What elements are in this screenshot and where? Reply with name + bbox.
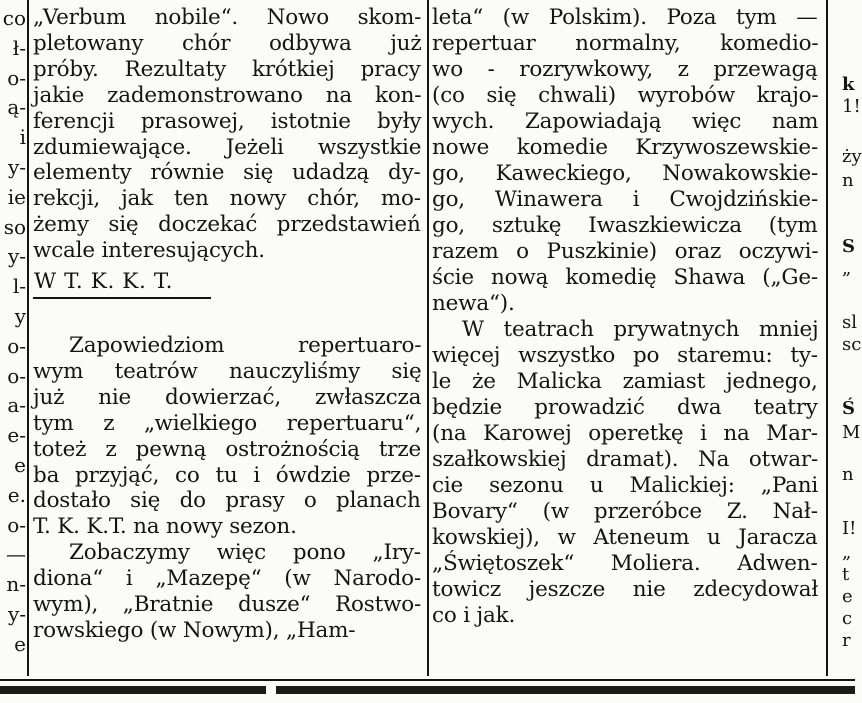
text-line: pletowany chór odbywa już [33,30,422,56]
cropped-text-fragment: „ [842,542,852,563]
text-line: wym teatrów nauczyliśmy się [33,358,422,384]
cropped-text-fragment: o- [7,333,26,358]
cropped-text-fragment: co [2,6,26,30]
cropped-text-fragment: n- [6,572,26,597]
text-line: „Verbum nobile“. Nowo skom- [33,5,422,30]
text-line: „Świętoszek“ Moliera. Adwen- [432,551,818,576]
column-rule-middle [427,0,429,676]
text-line: go, Winawera i Cwojdzińskie- [432,187,819,212]
text-line: towicz jeszcze nie zdecydował [432,577,819,602]
text-line: Zobaczymy więc pono „Iry- [69,540,421,566]
cropped-text-fragment: S [842,236,855,257]
cropped-text-fragment: ą- [7,95,26,120]
text-line: rekcji, jak ten nowy chór, mo- [33,186,421,212]
text-line: Bovary“ (w przeróbce Z. Nał- [432,499,818,524]
cropped-text-fragment: e [14,631,26,656]
cropped-text-fragment: M [842,422,861,443]
text-line: kowskiej), w Ateneum u Jaracza [432,525,818,550]
cropped-text-fragment: y [14,304,26,328]
text-line: razem o Puszkinie) oraz oczywi- [432,239,819,264]
text-line: wym), „Bratnie dusze“ Rostwo- [33,592,422,617]
article-column-2 [432,0,822,680]
cropped-text-fragment: I! [842,518,857,539]
cropped-text-fragment: k [842,74,855,95]
text-line: rowskiego (w Nowym), „Ham- [33,617,356,643]
cropped-text-fragment: Ś [842,398,855,419]
text-line: Zapowiedziom repertuaro- [69,333,422,358]
text-line: go, Kaweckiego, Nowakowskie- [432,161,819,186]
text-line: szałkowskiej dramat). Na otwar- [432,447,819,472]
cropped-text-fragment: e [14,453,26,477]
cropped-text-fragment: o- [7,363,26,388]
cropped-text-fragment: y- [7,602,26,626]
text-line: go, sztukę Iwaszkiewicza (tym [432,213,818,238]
text-line: wo - rozrywkowy, z przewagą [432,57,818,82]
bottom-bar-left [0,686,266,694]
cropped-text-fragment: n [842,464,854,485]
cropped-text-fragment: r [842,630,851,651]
cropped-text-fragment: sl [842,312,857,333]
text-line: już nie dowierzać, zwłaszcza [33,384,422,410]
text-line: więcej wszystko po staremu: ty- [432,343,818,368]
text-line: żemy się doczekać przedstawień [33,212,421,238]
cropped-text-fragment: y- [7,155,26,179]
column-rule-left [27,0,29,676]
cropped-text-fragment: n [842,170,854,191]
text-line: le że Malicka zamiast jednego, [432,369,818,394]
text-line: diona“ i „Mazepę“ (w Narodo- [33,566,421,592]
cropped-text-fragment: ł- [12,35,26,60]
cropped-text-fragment: t [842,564,850,585]
column-rule-right [826,0,828,676]
cropped-text-fragment: 1! [842,96,861,117]
cropped-text-fragment: c [842,608,853,629]
text-line: co i jak. [432,603,516,628]
bottom-rule [0,679,855,681]
text-line: wcale interesujących. [33,238,265,264]
text-line: jakie zademonstrowano na kon- [33,82,422,108]
text-line: leta“ (w Polskim). Poza tym — [432,5,818,30]
section-heading: W T. K. K. T. [34,269,174,294]
bottom-bar-right [276,686,855,694]
cropped-text-fragment: a- [7,393,26,418]
text-line: będzie prowadzić dwa teatry [432,395,818,420]
text-line: tym z „wielkiego repertuaru“, [33,410,422,436]
cropped-text-fragment: so [3,214,26,239]
cropped-text-fragment: o- [7,65,26,90]
text-line: (co się chwali) wyrobów krajo- [432,83,819,108]
cropped-text-fragment: sc [842,334,862,355]
cropped-text-fragment: „ [842,258,852,279]
text-line: T. K. K.T. na nowy sezon. [33,514,297,540]
text-line: toteż z pewną ostrożnością trze [33,436,421,462]
cropped-text-fragment: — [6,542,26,567]
cropped-text-fragment: i [19,125,26,150]
text-line: ba przyjąć, co tu i ówdzie prze- [33,462,421,488]
text-line: elementy równie się udadzą dy- [33,160,421,186]
cropped-text-fragment: ży [842,146,862,167]
text-line: nowe komedie Krzywoszewskie- [432,135,819,160]
text-line: dostało się do prasy o planach [33,488,421,514]
cropped-text-fragment: e- [7,423,26,448]
text-line: ście nową komedię Shawa („Ge- [432,265,818,290]
text-line: (na Karowej operetkę i na Mar- [432,421,818,446]
cropped-text-fragment: e. [7,482,26,507]
text-line: cie sezonu u Malickiej: „Pani [432,473,819,498]
text-line: repertuar normalny, komedio- [432,31,819,56]
heading-underline [33,297,211,299]
text-line: newa“). [432,291,515,316]
cropped-text-fragment: o- [7,512,26,537]
article-column-1 [33,0,423,680]
cropped-text-fragment: e [842,586,853,607]
text-line: W teatrach prywatnych mniej [462,317,819,342]
cropped-text-fragment: l- [12,274,26,299]
cropped-text-fragment: ie [7,184,26,209]
text-line: ferencji prasowej, istotnie były [33,108,422,134]
cropped-text-fragment: y- [7,244,26,269]
text-line: próby. Rezultaty krótkiej pracy [33,56,421,82]
text-line: zdumiewające. Jeżeli wszystkie [33,134,422,160]
text-line: wych. Zapowiadają więc nam [432,109,819,134]
